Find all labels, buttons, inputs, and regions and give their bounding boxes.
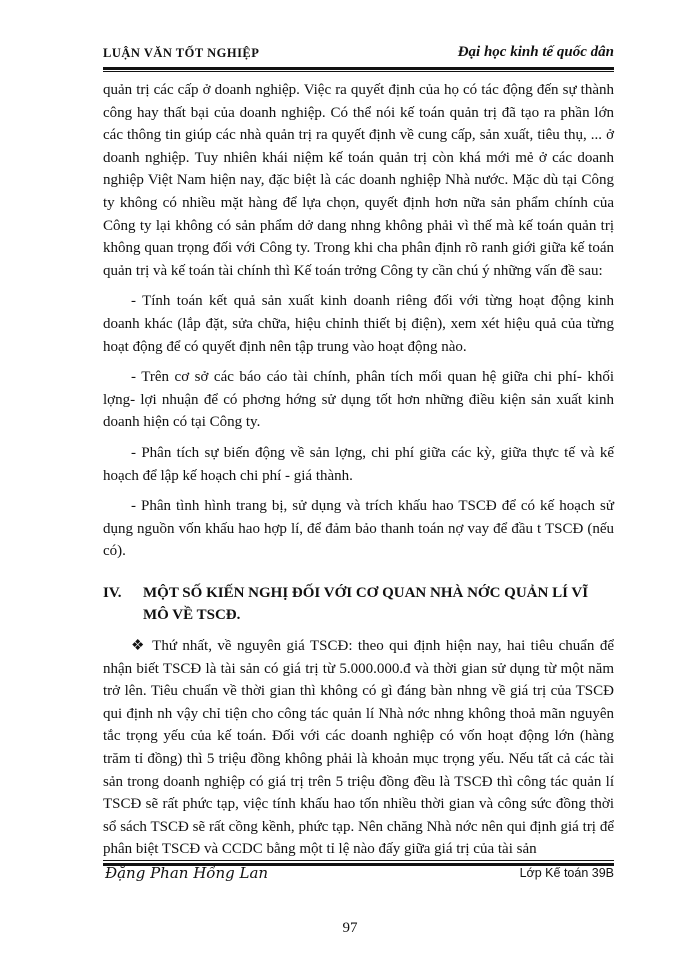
- footer-class: Lớp Kế toán 39B: [519, 866, 614, 880]
- page-number: 97: [342, 920, 358, 936]
- section-title: MỘT SỐ KIẾN NGHỊ ĐỐI VỚI CƠ QUAN NHÀ NỚC QUẢN LÍ VĨ MÔ VỀ TSCĐ.: [143, 584, 589, 624]
- bullet-paragraph: [103, 635, 614, 861]
- header-rule-thick: [103, 67, 614, 70]
- list-item: - Phân tình hình trang bị, sử dụng và trích khấu hao TSCĐ để có kế hoạch sử dụng nguồn vốn khấu hao hợp lí, để đảm bảo thanh toán nợ vay để đầu t TSCĐ (nếu có).: [103, 498, 614, 560]
- footer-author: Đặng Phan Hồng Lan: [105, 864, 269, 882]
- page-header: [103, 44, 614, 66]
- bullet-paragraph-text: Thứ nhất, về nguyên giá TSCĐ: theo qui định hiện nay, hai tiêu chuẩn để nhận biết TSCĐ là tài sản có giá trị từ 5.000.000.đ và thời gian sử dụng từ một năm trở lên. Tiêu chuẩn về thời gian thì không có gì đáng bàn nhng về giá trị của TSCĐ qui định nh vậy chỉ tiện cho công tác quản lí Nhà nớc nhng không thoả mãn nguyên tắc trọng yếu của kế toán. Đối với các doanh nghiệp có vốn hoạt động lớn (hàng trăm tỉ đồng) thì 5 triệu đồng không phải là khoản mục trọng yếu. Nếu tất cả các tài sản trong doanh nghiệp có giá trị trên 5 triệu đồng đều là TSCĐ thì công tác quản lí TSCĐ sẽ rất phức tạp, việc tính khấu hao tốn nhiều thời gian và công sức đồng thời sổ sách TSCĐ sẽ rất cồng kềnh, phức tạp. Nên chăng Nhà nớc nên qui định giá trị để phân biệt TSCĐ và CCDC bằng một tỉ lệ nào đấy giữa giá trị của tài sản: [103, 638, 614, 858]
- header-university: Đại học kinh tế quốc dân: [457, 44, 614, 60]
- document-body: [103, 79, 614, 861]
- section-number: IV.: [103, 584, 122, 601]
- section-heading: [103, 582, 614, 627]
- list-item: - Trên cơ sở các báo cáo tài chính, phân tích mối quan hệ giữa chi phí- khối lợng- lợi nhuận để có phơng hớng sử dụng tốt hơn những điều kiện sản xuất kinh doanh hiện có tại Công ty.: [103, 369, 614, 431]
- intro-paragraph: quản trị các cấp ở doanh nghiệp. Việc ra quyết định của họ có tác động đến sự thành công hay thất bại của doanh nghiệp. Có thể nói kế toán quản trị đã tạo ra phần lớn các thông tin giúp các nhà quản trị ra quyết định về cung cấp, sản xuất, tiêu thụ, ... ở doanh nghiệp. Tuy nhiên khái niệm kế toán quản trị còn khá mới mẻ ở các doanh nghiệp Việt Nam hiện nay, đặc biệt là các doanh nghiệp Nhà nước. Mặc dù tại Công ty không có nhiều mặt hàng để lựa chọn, quyết định hơn nữa sản phẩm chính của Công ty lại không có sản phẩm dở dang nhng không phải vì thế mà kế toán quản trị không quan trọng đối với Công ty. Trong khi cha phân định rõ ranh giới giữa kế toán quản trị và kế toán tài chính thì Kế toán trởng Công ty cần chú ý những vấn đề sau:: [103, 82, 614, 279]
- list-item: - Phân tích sự biến động về sản lợng, chi phí giữa các kỳ, giữa thực tế và kế hoạch để lập kế hoạch chi phí - giá thành.: [103, 444, 614, 484]
- diamond-bullet-icon: ❖: [131, 638, 145, 655]
- page-footer: [103, 864, 614, 888]
- footer-rule-thin: [103, 860, 614, 861]
- list-item: - Tính toán kết quả sản xuất kinh doanh riêng đối với từng hoạt động kinh doanh khác (lắp đặt, sửa chữa, hiệu chỉnh thiết bị điện), xem xét hiệu quả của từng hoạt động để có quyết định nên tập trung vào hoạt động nào.: [103, 293, 614, 355]
- header-title: LUẬN VĂN TỐT NGHIỆP: [103, 46, 260, 60]
- header-rule-thin: [103, 71, 614, 72]
